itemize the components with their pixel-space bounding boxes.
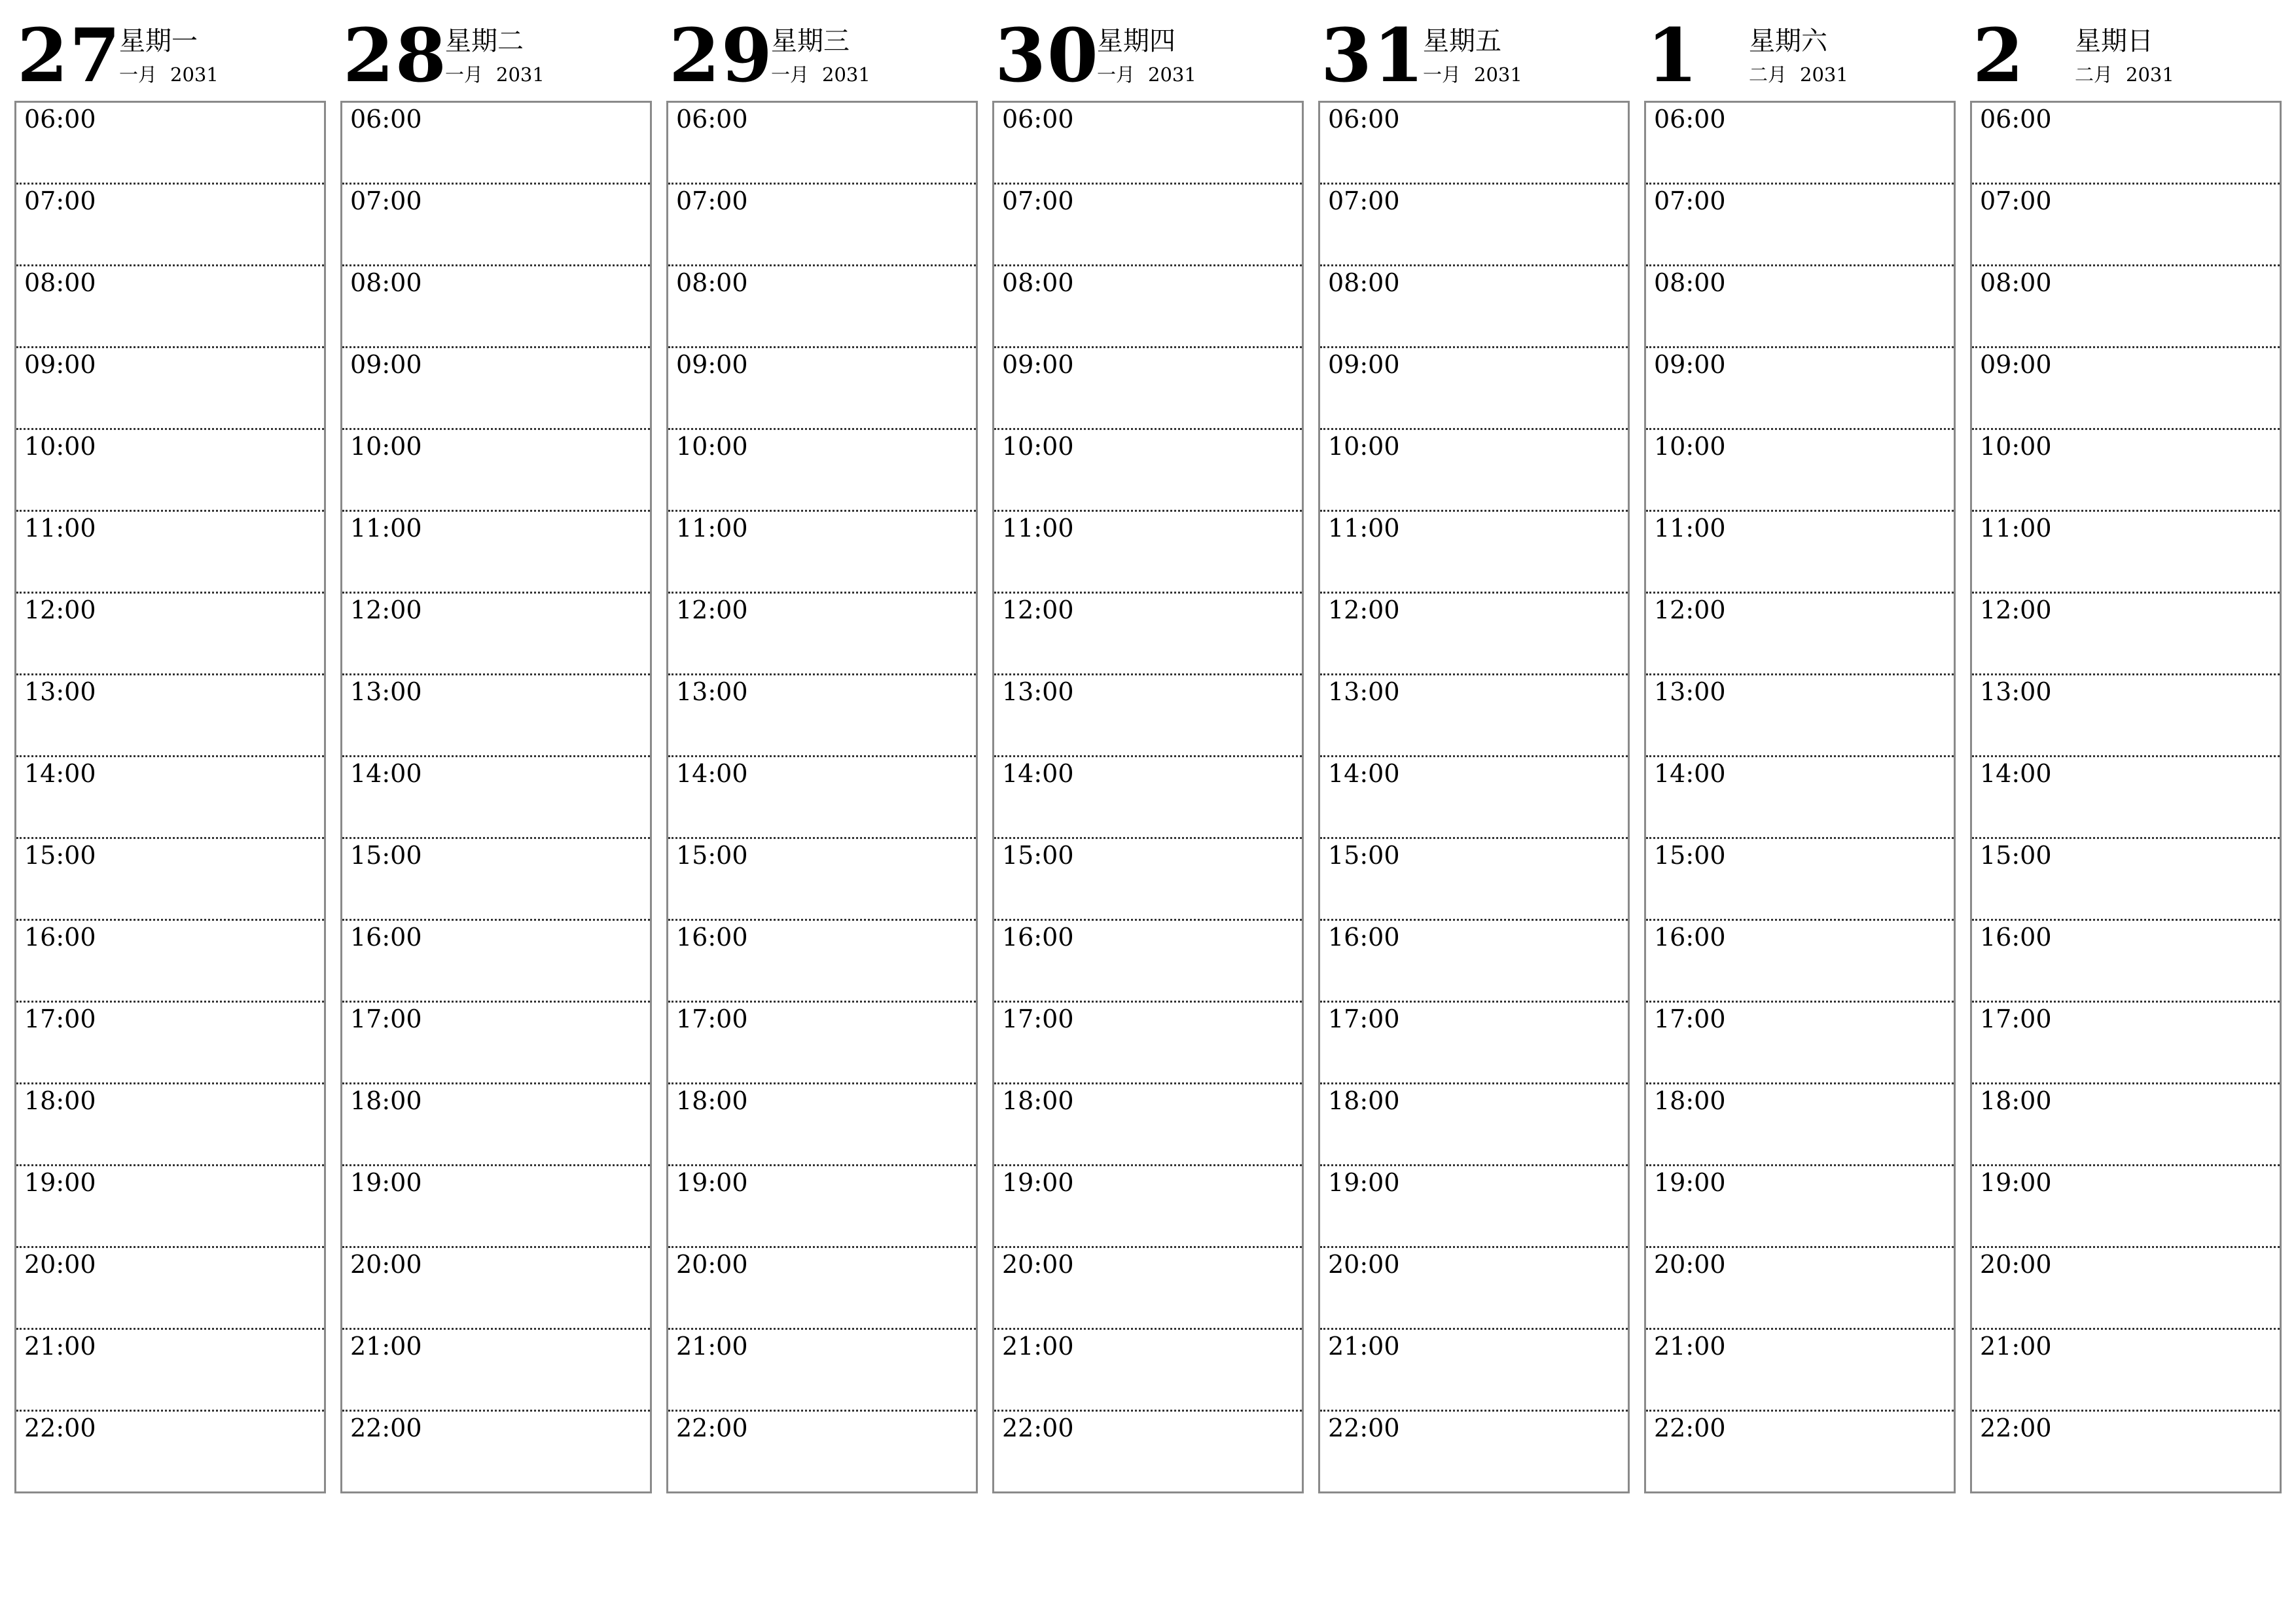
hour-slot[interactable] <box>1646 185 1954 266</box>
hour-label: 10:00 <box>1002 432 1074 461</box>
day-schedule-box <box>1644 101 1956 1493</box>
hour-label: 16:00 <box>1328 923 1400 952</box>
hour-label: 19:00 <box>350 1168 422 1197</box>
year-label: 2031 <box>2126 63 2174 86</box>
hour-slot[interactable] <box>1646 1330 1954 1412</box>
hour-slot[interactable] <box>16 921 324 1003</box>
hour-label: 06:00 <box>1002 105 1074 134</box>
hour-label: 08:00 <box>1328 268 1400 297</box>
hour-slot[interactable] <box>16 1003 324 1084</box>
month-label: 一月 <box>1423 63 1462 86</box>
hour-slot[interactable] <box>1320 430 1628 512</box>
hour-slot[interactable] <box>1320 512 1628 594</box>
hour-label: 11:00 <box>350 514 422 543</box>
hour-slot[interactable] <box>1972 430 2280 512</box>
hour-label: 16:00 <box>1654 923 1726 952</box>
hour-label: 19:00 <box>1328 1168 1400 1197</box>
hour-label: 10:00 <box>1980 432 2052 461</box>
hour-slot[interactable] <box>668 675 976 757</box>
hour-slot[interactable] <box>1972 266 2280 348</box>
hour-slot[interactable] <box>994 839 1302 921</box>
hour-slot[interactable] <box>1972 1412 2280 1493</box>
hour-slot[interactable] <box>342 103 650 185</box>
hour-label: 12:00 <box>1328 596 1400 624</box>
hour-label: 06:00 <box>1328 105 1400 134</box>
hour-label: 06:00 <box>1654 105 1726 134</box>
day-column <box>992 0 1305 1505</box>
hour-slot[interactable] <box>1320 921 1628 1003</box>
hour-label: 07:00 <box>676 187 748 215</box>
hour-slot[interactable] <box>1320 594 1628 675</box>
day-schedule-box <box>1970 101 2282 1493</box>
hour-label: 13:00 <box>676 677 748 706</box>
hour-label: 08:00 <box>350 268 422 297</box>
hour-slot[interactable] <box>668 921 976 1003</box>
day-number: 2 <box>1973 13 2025 99</box>
hour-label: 13:00 <box>24 677 96 706</box>
hour-label: 10:00 <box>676 432 748 461</box>
hour-label: 15:00 <box>1328 841 1400 870</box>
hour-label: 09:00 <box>1980 350 2052 379</box>
hour-label: 09:00 <box>1328 350 1400 379</box>
hour-slot[interactable] <box>342 594 650 675</box>
hour-slot[interactable] <box>16 103 324 185</box>
day-schedule-box <box>1318 101 1630 1493</box>
hour-slot[interactable] <box>1972 348 2280 430</box>
hour-slot[interactable] <box>1646 1003 1954 1084</box>
hour-label: 16:00 <box>1002 923 1074 952</box>
hour-label: 09:00 <box>1654 350 1726 379</box>
hour-label: 10:00 <box>24 432 96 461</box>
day-schedule-box <box>666 101 978 1493</box>
hour-slot[interactable] <box>668 1248 976 1330</box>
weekday-label: 星期二 <box>445 26 524 56</box>
hour-label: 17:00 <box>1980 1005 2052 1033</box>
hour-label: 21:00 <box>1328 1332 1400 1361</box>
hour-slot[interactable] <box>994 757 1302 839</box>
hour-label: 17:00 <box>1002 1005 1074 1033</box>
hour-label: 14:00 <box>24 759 96 788</box>
hour-slot[interactable] <box>342 1330 650 1412</box>
hour-label: 14:00 <box>1002 759 1074 788</box>
hour-label: 11:00 <box>1328 514 1400 543</box>
hour-label: 14:00 <box>350 759 422 788</box>
hour-slot[interactable] <box>1972 1166 2280 1248</box>
hour-label: 18:00 <box>1980 1086 2052 1115</box>
weekday-label: 星期五 <box>1423 26 1501 56</box>
hour-label: 20:00 <box>1654 1250 1726 1279</box>
hour-slot[interactable] <box>1320 266 1628 348</box>
hour-label: 22:00 <box>676 1414 748 1442</box>
hour-label: 11:00 <box>1654 514 1726 543</box>
hour-slot[interactable] <box>1646 675 1954 757</box>
hour-slot[interactable] <box>342 430 650 512</box>
hour-slot[interactable] <box>1972 675 2280 757</box>
hour-label: 12:00 <box>1002 596 1074 624</box>
hour-slot[interactable] <box>668 1166 976 1248</box>
day-schedule-box <box>992 101 1304 1493</box>
hour-label: 21:00 <box>1654 1332 1726 1361</box>
day-schedule-box <box>340 101 652 1493</box>
day-header <box>1970 0 2283 98</box>
hour-label: 09:00 <box>350 350 422 379</box>
hour-label: 07:00 <box>1328 187 1400 215</box>
hour-slot[interactable] <box>994 1166 1302 1248</box>
hour-slot[interactable] <box>342 512 650 594</box>
day-column <box>1970 0 2283 1505</box>
hour-label: 20:00 <box>1328 1250 1400 1279</box>
hour-label: 15:00 <box>350 841 422 870</box>
hour-slot[interactable] <box>994 1084 1302 1166</box>
hour-label: 07:00 <box>1654 187 1726 215</box>
hour-slot[interactable] <box>342 185 650 266</box>
hour-slot[interactable] <box>342 348 650 430</box>
day-number: 28 <box>343 13 448 99</box>
hour-label: 12:00 <box>1654 596 1726 624</box>
hour-label: 16:00 <box>350 923 422 952</box>
weekly-planner <box>14 0 2283 1505</box>
hour-label: 22:00 <box>1002 1414 1074 1442</box>
hour-label: 18:00 <box>1328 1086 1400 1115</box>
hour-label: 17:00 <box>676 1005 748 1033</box>
hour-slot[interactable] <box>994 512 1302 594</box>
hour-slot[interactable] <box>1972 757 2280 839</box>
hour-label: 10:00 <box>1328 432 1400 461</box>
day-column <box>1318 0 1631 1505</box>
hour-slot[interactable] <box>668 430 976 512</box>
hour-label: 22:00 <box>1654 1414 1726 1442</box>
hour-slot[interactable] <box>1646 839 1954 921</box>
hour-label: 06:00 <box>350 105 422 134</box>
hour-slot[interactable] <box>16 675 324 757</box>
hour-slot[interactable] <box>994 675 1302 757</box>
hour-label: 15:00 <box>24 841 96 870</box>
hour-slot[interactable] <box>16 512 324 594</box>
day-header <box>340 0 653 98</box>
hour-label: 15:00 <box>1654 841 1726 870</box>
hour-label: 14:00 <box>1980 759 2052 788</box>
hour-label: 18:00 <box>350 1086 422 1115</box>
hour-slot[interactable] <box>668 103 976 185</box>
hour-slot[interactable] <box>1320 1248 1628 1330</box>
hour-slot[interactable] <box>1646 921 1954 1003</box>
hour-slot[interactable] <box>994 430 1302 512</box>
hour-slot[interactable] <box>1646 1166 1954 1248</box>
hour-slot[interactable] <box>16 1412 324 1493</box>
hour-slot[interactable] <box>1972 512 2280 594</box>
hour-slot[interactable] <box>994 1412 1302 1493</box>
hour-label: 08:00 <box>24 268 96 297</box>
day-column <box>1644 0 1957 1505</box>
hour-label: 13:00 <box>1002 677 1074 706</box>
hour-label: 15:00 <box>1980 841 2052 870</box>
hour-slot[interactable] <box>668 1003 976 1084</box>
hour-slot[interactable] <box>342 757 650 839</box>
hour-slot[interactable] <box>668 1412 976 1493</box>
hour-label: 09:00 <box>24 350 96 379</box>
hour-slot[interactable] <box>342 675 650 757</box>
hour-slot[interactable] <box>1972 1084 2280 1166</box>
month-label: 一月 <box>771 63 810 86</box>
year-label: 2031 <box>170 63 219 86</box>
month-year-label <box>771 63 870 86</box>
weekday-label: 星期四 <box>1097 26 1175 56</box>
hour-label: 19:00 <box>1654 1168 1726 1197</box>
hour-slot[interactable] <box>1646 266 1954 348</box>
hour-slot[interactable] <box>1320 675 1628 757</box>
hour-slot[interactable] <box>994 1248 1302 1330</box>
hour-label: 19:00 <box>676 1168 748 1197</box>
hour-slot[interactable] <box>16 1166 324 1248</box>
hour-slot[interactable] <box>1320 1412 1628 1493</box>
hour-label: 21:00 <box>24 1332 96 1361</box>
hour-label: 06:00 <box>24 105 96 134</box>
hour-label: 13:00 <box>1980 677 2052 706</box>
hour-label: 14:00 <box>676 759 748 788</box>
hour-label: 08:00 <box>1654 268 1726 297</box>
hour-slot[interactable] <box>1972 921 2280 1003</box>
month-label: 一月 <box>119 63 158 86</box>
hour-slot[interactable] <box>994 103 1302 185</box>
hour-label: 06:00 <box>1980 105 2052 134</box>
hour-slot[interactable] <box>1320 839 1628 921</box>
hour-slot[interactable] <box>16 1248 324 1330</box>
day-header <box>14 0 327 98</box>
hour-label: 20:00 <box>1002 1250 1074 1279</box>
month-year-label <box>1749 63 1848 86</box>
hour-slot[interactable] <box>342 1248 650 1330</box>
day-number: 27 <box>17 13 122 99</box>
hour-slot[interactable] <box>342 1412 650 1493</box>
hour-slot[interactable] <box>668 594 976 675</box>
hour-slot[interactable] <box>1646 1084 1954 1166</box>
hour-slot[interactable] <box>668 185 976 266</box>
hour-label: 09:00 <box>1002 350 1074 379</box>
year-label: 2031 <box>496 63 545 86</box>
hour-label: 20:00 <box>676 1250 748 1279</box>
weekday-label: 星期一 <box>119 26 198 56</box>
weekday-label: 星期日 <box>2075 26 2153 56</box>
hour-label: 11:00 <box>1002 514 1074 543</box>
hour-slot[interactable] <box>1320 103 1628 185</box>
year-label: 2031 <box>1474 63 1522 86</box>
hour-slot[interactable] <box>1646 594 1954 675</box>
day-number: 31 <box>1321 13 1426 99</box>
hour-label: 19:00 <box>24 1168 96 1197</box>
hour-slot[interactable] <box>1646 1412 1954 1493</box>
hour-label: 22:00 <box>24 1414 96 1442</box>
hour-label: 21:00 <box>676 1332 748 1361</box>
hour-slot[interactable] <box>994 594 1302 675</box>
hour-label: 21:00 <box>1002 1332 1074 1361</box>
hour-slot[interactable] <box>1972 1330 2280 1412</box>
month-year-label <box>2075 63 2174 86</box>
day-header <box>1644 0 1957 98</box>
day-column <box>340 0 653 1505</box>
hour-label: 15:00 <box>1002 841 1074 870</box>
hour-slot[interactable] <box>16 185 324 266</box>
hour-slot[interactable] <box>16 1084 324 1166</box>
month-label: 二月 <box>1749 63 1787 86</box>
hour-label: 18:00 <box>24 1086 96 1115</box>
hour-slot[interactable] <box>668 757 976 839</box>
hour-label: 20:00 <box>350 1250 422 1279</box>
year-label: 2031 <box>1148 63 1196 86</box>
hour-label: 09:00 <box>676 350 748 379</box>
hour-slot[interactable] <box>1320 348 1628 430</box>
hour-slot[interactable] <box>342 1003 650 1084</box>
hour-slot[interactable] <box>16 594 324 675</box>
hour-label: 08:00 <box>1980 268 2052 297</box>
hour-label: 12:00 <box>1980 596 2052 624</box>
hour-label: 13:00 <box>1654 677 1726 706</box>
hour-slot[interactable] <box>1646 348 1954 430</box>
hour-slot[interactable] <box>16 757 324 839</box>
year-label: 2031 <box>1800 63 1848 86</box>
hour-slot[interactable] <box>668 512 976 594</box>
hour-slot[interactable] <box>1320 185 1628 266</box>
hour-slot[interactable] <box>668 348 976 430</box>
hour-label: 11:00 <box>1980 514 2052 543</box>
hour-label: 18:00 <box>676 1086 748 1115</box>
month-year-label <box>1423 63 1522 86</box>
month-label: 一月 <box>1097 63 1136 86</box>
hour-slot[interactable] <box>342 1166 650 1248</box>
hour-label: 22:00 <box>1980 1414 2052 1442</box>
hour-label: 13:00 <box>350 677 422 706</box>
weekday-label: 星期三 <box>771 26 850 56</box>
hour-label: 17:00 <box>1328 1005 1400 1033</box>
hour-slot[interactable] <box>668 839 976 921</box>
day-number: 29 <box>669 13 774 99</box>
hour-label: 08:00 <box>676 268 748 297</box>
hour-label: 16:00 <box>676 923 748 952</box>
hour-label: 18:00 <box>1654 1086 1726 1115</box>
hour-label: 15:00 <box>676 841 748 870</box>
hour-slot[interactable] <box>1646 1248 1954 1330</box>
hour-slot[interactable] <box>1646 512 1954 594</box>
hour-slot[interactable] <box>1320 1166 1628 1248</box>
month-year-label <box>445 63 545 86</box>
hour-slot[interactable] <box>1972 839 2280 921</box>
hour-slot[interactable] <box>16 839 324 921</box>
hour-label: 22:00 <box>1328 1414 1400 1442</box>
hour-label: 12:00 <box>350 596 422 624</box>
hour-slot[interactable] <box>1646 430 1954 512</box>
day-column <box>14 0 327 1505</box>
hour-slot[interactable] <box>994 185 1302 266</box>
weekday-label: 星期六 <box>1749 26 1827 56</box>
day-header <box>666 0 979 98</box>
hour-label: 20:00 <box>24 1250 96 1279</box>
hour-slot[interactable] <box>1972 103 2280 185</box>
hour-label: 07:00 <box>24 187 96 215</box>
hour-slot[interactable] <box>1320 1003 1628 1084</box>
day-schedule-box <box>14 101 326 1493</box>
hour-slot[interactable] <box>16 266 324 348</box>
month-year-label <box>1097 63 1196 86</box>
hour-slot[interactable] <box>1320 757 1628 839</box>
hour-label: 13:00 <box>1328 677 1400 706</box>
hour-label: 17:00 <box>1654 1005 1726 1033</box>
hour-label: 18:00 <box>1002 1086 1074 1115</box>
hour-label: 08:00 <box>1002 268 1074 297</box>
hour-slot[interactable] <box>668 1084 976 1166</box>
hour-slot[interactable] <box>668 1330 976 1412</box>
hour-slot[interactable] <box>1320 1330 1628 1412</box>
hour-label: 14:00 <box>1654 759 1726 788</box>
hour-label: 06:00 <box>676 105 748 134</box>
hour-slot[interactable] <box>668 266 976 348</box>
hour-label: 14:00 <box>1328 759 1400 788</box>
hour-label: 16:00 <box>24 923 96 952</box>
hour-slot[interactable] <box>342 839 650 921</box>
hour-label: 10:00 <box>1654 432 1726 461</box>
hour-slot[interactable] <box>994 348 1302 430</box>
hour-slot[interactable] <box>342 266 650 348</box>
hour-slot[interactable] <box>342 921 650 1003</box>
hour-label: 10:00 <box>350 432 422 461</box>
hour-label: 11:00 <box>676 514 748 543</box>
hour-slot[interactable] <box>1646 757 1954 839</box>
hour-label: 16:00 <box>1980 923 2052 952</box>
hour-slot[interactable] <box>1972 1248 2280 1330</box>
hour-label: 20:00 <box>1980 1250 2052 1279</box>
day-header <box>1318 0 1631 98</box>
hour-slot[interactable] <box>1972 594 2280 675</box>
month-label: 一月 <box>445 63 484 86</box>
hour-label: 19:00 <box>1980 1168 2052 1197</box>
hour-slot[interactable] <box>16 1330 324 1412</box>
day-header <box>992 0 1305 98</box>
hour-label: 11:00 <box>24 514 96 543</box>
hour-label: 17:00 <box>24 1005 96 1033</box>
hour-label: 21:00 <box>1980 1332 2052 1361</box>
hour-label: 12:00 <box>24 596 96 624</box>
hour-label: 21:00 <box>350 1332 422 1361</box>
hour-slot[interactable] <box>1972 1003 2280 1084</box>
hour-slot[interactable] <box>342 1084 650 1166</box>
day-column <box>666 0 979 1505</box>
hour-slot[interactable] <box>994 1330 1302 1412</box>
hour-slot[interactable] <box>1972 185 2280 266</box>
month-label: 二月 <box>2075 63 2113 86</box>
hour-label: 07:00 <box>1002 187 1074 215</box>
hour-label: 19:00 <box>1002 1168 1074 1197</box>
month-year-label <box>119 63 219 86</box>
hour-slot[interactable] <box>994 266 1302 348</box>
hour-label: 07:00 <box>1980 187 2052 215</box>
hour-slot[interactable] <box>16 430 324 512</box>
day-number: 1 <box>1647 13 1699 99</box>
day-number: 30 <box>995 13 1100 99</box>
hour-slot[interactable] <box>1646 103 1954 185</box>
hour-label: 12:00 <box>676 596 748 624</box>
hour-label: 17:00 <box>350 1005 422 1033</box>
hour-label: 22:00 <box>350 1414 422 1442</box>
hour-slot[interactable] <box>994 1003 1302 1084</box>
hour-slot[interactable] <box>994 921 1302 1003</box>
hour-label: 07:00 <box>350 187 422 215</box>
hour-slot[interactable] <box>16 348 324 430</box>
hour-slot[interactable] <box>1320 1084 1628 1166</box>
year-label: 2031 <box>822 63 870 86</box>
